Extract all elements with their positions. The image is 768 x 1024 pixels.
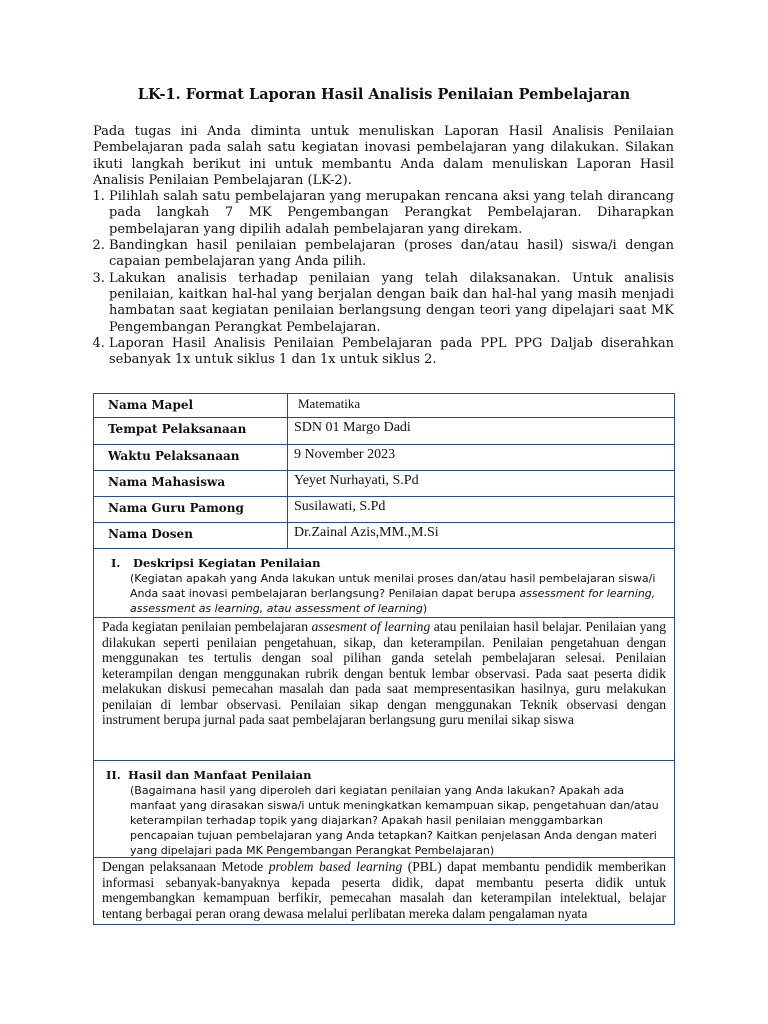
section2-description: (Bagaimana hasil yang diperoleh dari kegiatan penilaian yang Anda lakukan? Apakah ada manfaat yang dirasakan siswa/i untuk meningkatkan kemampuan sikap, pengetahuan dan/atau keterampilan terhadap topik yang diajarkan? Apakah hasil penilaian menggambarkan pencapaian tujuan pembelajaran yang Anda tetapkan? Kaitkan penjelasan Anda dengan materi yang dipelajari pada MK Pengembangan Perangkat Pembelajaran) bbox=[130, 784, 659, 857]
table-row bbox=[94, 497, 675, 523]
list-item: 3. Lakukan analisis terhadap penilaian yang telah dilaksanakan. Untuk analisis penilaian, kaitkan hal-hal yang berjalan dengan baik dan hal-hal yang masih menjadi hambatan saat kegiatan penilaian berlangsung dengan teori yang dipelajari saat MK Pengembangan Perangkat Pembelajaran. bbox=[109, 271, 674, 336]
list-item: 1. Pilihlah salah satu pembelajaran yang merupakan rencana aksi yang telah dirancang pada langkah 7 MK Pengembangan Perangkat Pembelajaran. Diharapkan pembelajaran yang dipilih adalah pembelajaran yang direkam. bbox=[109, 189, 674, 238]
intro-block bbox=[93, 124, 674, 368]
section2-title: II. Hasil dan Manfaat Penilaian bbox=[106, 768, 312, 782]
row-label: Waktu Pelaksanaan bbox=[94, 445, 288, 471]
section2-header bbox=[93, 760, 675, 858]
section1-description: (Kegiatan apakah yang Anda lakukan untuk menilai proses dan/atau hasil pembelajaran siswa/i Anda saat inovasi pembelajaran berlangsung? Penilaian dapat berupa assessment for learning, assessment as learning, atau assessment of learning) bbox=[130, 572, 656, 615]
row-value: Yeyet Nurhayati, S.Pd bbox=[288, 471, 675, 497]
row-label: Nama Mahasiswa bbox=[94, 471, 288, 497]
table-row bbox=[94, 394, 675, 418]
document-title: LK-1. Format Laporan Hasil Analisis Penilaian Pembelajaran bbox=[137, 86, 631, 103]
table-row bbox=[94, 445, 675, 471]
section1-body: Pada kegiatan penilaian pembelajaran assesment of learning atau penilaian hasil belajar. Penilaian yang dilakukan seperti penilaian pengetahuan, sikap, dan keterampilan. Penilaian pengetahuan dengan menggunakan tes tertulis dengan soal pilihan ganda setelah pembelajaran selesai. Penilaian keterampilan dengan menggunakan rubrik dengan bentuk lembar observasi. Pada saat peserta didik melakukan diskusi pemecahan masalah dan pada saat mempresentasikan hasilnya, guru melakukan penilaian di lembar observasi. Penilaian sikap dengan menggunakan Teknik observasi dengan instrument berupa jurnal pada saat pembelajaran berlangsung guru menilai sikap siswa bbox=[93, 617, 675, 761]
row-label: Nama Guru Pamong bbox=[94, 497, 288, 523]
steps-list bbox=[93, 189, 674, 368]
list-item: 2. Bandingkan hasil penilaian pembelajaran (proses dan/atau hasil) siswa/i dengan capaian pembelajaran yang Anda pilih. bbox=[109, 238, 674, 271]
list-item: 4. Laporan Hasil Analisis Penilaian Pembelajaran pada PPL PPG Daljab diserahkan sebanyak 1x untuk siklus 1 dan 1x untuk siklus 2. bbox=[109, 336, 674, 369]
intro-paragraph: Pada tugas ini Anda diminta untuk menuliskan Laporan Hasil Analisis Penilaian Pembelajaran pada salah satu kegiatan inovasi pembelajaran yang dilakukan. Silakan ikuti langkah berikut ini untuk membantu Anda dalam menuliskan Laporan Hasil Analisis Penilaian Pembelajaran (LK-2). bbox=[93, 124, 674, 188]
row-label: Tempat Pelaksanaan bbox=[94, 418, 288, 445]
row-value: SDN 01 Margo Dadi bbox=[288, 418, 675, 445]
row-value: Susilawati, S.Pd bbox=[288, 497, 675, 523]
section1-title: I. Deskripsi Kegiatan Penilaian bbox=[111, 556, 321, 570]
table-row bbox=[94, 523, 675, 549]
row-value: Matematika bbox=[288, 394, 675, 418]
row-label: Nama Dosen bbox=[94, 523, 288, 549]
table-row bbox=[94, 471, 675, 497]
section1-header bbox=[93, 548, 675, 618]
section2-body: Dengan pelaksanaan Metode problem based learning (PBL) dapat membantu pendidik memberikan informasi sebanyak-banyaknya kepada peserta didik, dapat membantu peserta didik untuk mengembangkan kemampuan berfikir, pemecahan masalah dan keterampilan intelektual, belajar tentang berbagai peran orang dewasa melalui perlibatan mereka dalam pengalaman nyata bbox=[93, 857, 675, 925]
row-value: Dr.Zainal Azis,MM.,M.Si bbox=[288, 523, 675, 549]
row-value: 9 November 2023 bbox=[288, 445, 675, 471]
row-label: Nama Mapel bbox=[94, 394, 288, 418]
table-row bbox=[94, 418, 675, 445]
info-table bbox=[93, 393, 675, 549]
